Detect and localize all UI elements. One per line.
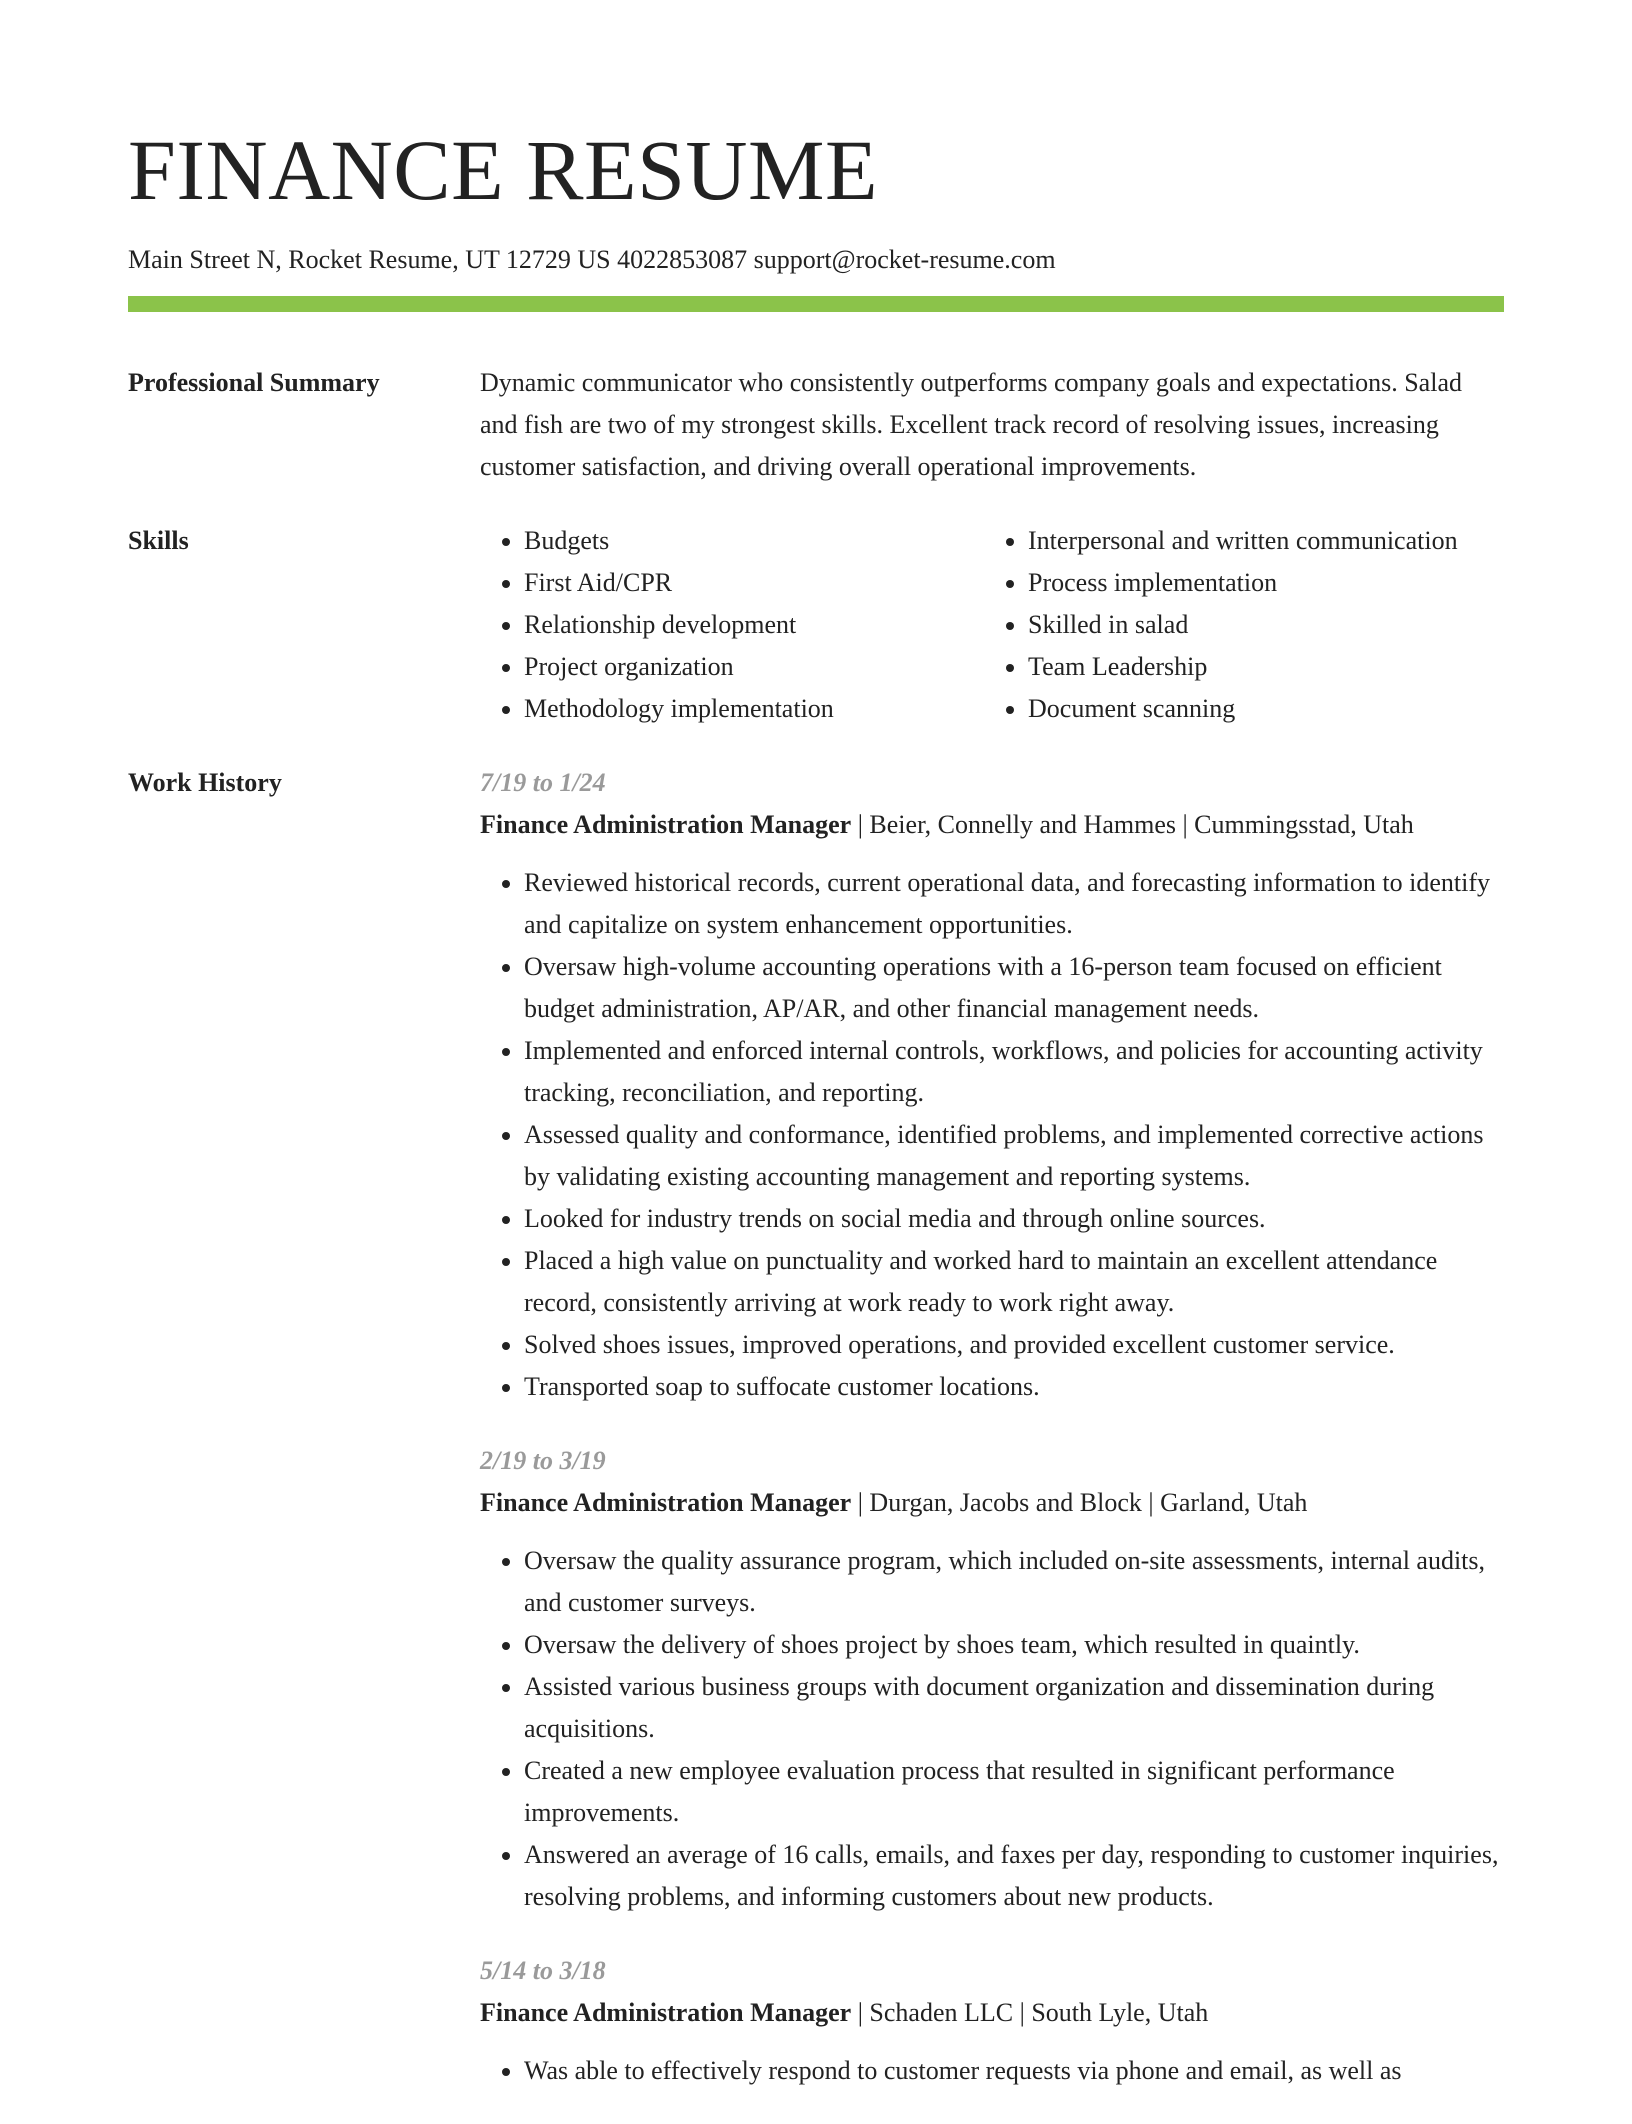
skills-body [480,520,1504,730]
skill-item: • Document scanning [1028,688,1458,730]
job-entry [480,1950,1504,2092]
job-entry [480,1440,1504,1918]
summary-heading: Professional Summary [128,368,380,397]
job-bullet: • Reviewed historical records, current operational data, and forecasting information to identify and capitalize on system enhancement opportunities. [524,862,1504,946]
job-bullet: • Was able to effectively respond to customer requests via phone and email, as well as [524,2050,1504,2092]
job-header [480,804,1504,846]
job-bullet: • Assisted various business groups with document organization and dissemination during acquisitions. [524,1666,1504,1750]
job-bullet: • Looked for industry trends on social media and through online sources. [524,1198,1504,1240]
skill-item: • Project organization [524,646,984,688]
skill-item: • Skilled in salad [1028,604,1458,646]
job-bullet: • Assessed quality and conformance, identified problems, and implemented corrective actions by validating existing accounting management and reporting systems. [524,1114,1504,1198]
skill-item: • Relationship development [524,604,984,646]
job-title: Finance Administration Manager [480,1488,852,1517]
resume-page [128,0,1504,2124]
job-employer: | Schaden LLC | South Lyle, Utah [851,1998,1209,2027]
work-history-body [480,762,1504,2124]
contact-line: Main Street N, Rocket Resume, UT 12729 US 4022853087 support@rocket-resume.com [128,245,1056,274]
job-bullet: • Oversaw the quality assurance program, which included on-site assessments, internal audits, and customer surveys. [524,1540,1504,1624]
job-title: Finance Administration Manager [480,810,852,839]
skill-item: • Budgets [524,520,984,562]
job-bullets [480,862,1504,1408]
summary-text: Dynamic communicator who consistently outperforms company goals and expectations. Salad and fish are two of my strongest skills. Excellent track record of resolving issues, increasing customer satisfaction, and driving overall operational improvements. [480,368,1462,481]
job-bullets [480,2050,1504,2092]
skills-heading: Skills [128,526,189,555]
skill-item: • Methodology implementation [524,688,984,730]
job-bullet: • Implemented and enforced internal controls, workflows, and policies for accounting activity tracking, reconciliation, and reporting. [524,1030,1504,1114]
skills-section [128,520,1504,730]
skills-column-right [984,520,1458,730]
skill-item: • Process implementation [1028,562,1458,604]
summary-section [128,362,1504,488]
skill-item: • First Aid/CPR [524,562,984,604]
job-bullet: • Transported soap to suffocate customer locations. [524,1366,1504,1408]
job-bullet: • Placed a high value on punctuality and worked hard to maintain an excellent attendance record, consistently arriving at work ready to work right away. [524,1240,1504,1324]
job-employer: | Durgan, Jacobs and Block | Garland, Utah [851,1488,1308,1517]
job-bullet: • Answered an average of 16 calls, emails, and faxes per day, responding to customer inquiries, resolving problems, and informing customers about new products. [524,1834,1504,1918]
job-dates: 5/14 to 3/18 [480,1956,606,1985]
job-dates: 2/19 to 3/19 [480,1446,606,1475]
work-history-section [128,762,1504,2124]
accent-rule [128,296,1504,312]
job-bullet: • Oversaw the delivery of shoes project by shoes team, which resulted in quaintly. [524,1624,1504,1666]
job-bullet: • Solved shoes issues, improved operations, and provided excellent customer service. [524,1324,1504,1366]
skills-column-left [480,520,984,730]
job-header [480,1992,1504,2034]
job-bullets [480,1540,1504,1918]
job-entry [480,762,1504,1408]
job-bullet: • Oversaw high-volume accounting operations with a 16-person team focused on efficient budget administration, AP/AR, and other financial management needs. [524,946,1504,1030]
job-employer: | Beier, Connelly and Hammes | Cummingsstad, Utah [851,810,1414,839]
skill-item: • Team Leadership [1028,646,1458,688]
skill-item: • Interpersonal and written communication [1028,520,1458,562]
work-history-heading: Work History [128,768,282,797]
resume-name: FINANCE RESUME [128,122,879,218]
job-title: Finance Administration Manager [480,1998,852,2027]
job-dates: 7/19 to 1/24 [480,768,606,797]
job-header [480,1482,1504,1524]
job-bullet: • Created a new employee evaluation process that resulted in significant performance improvements. [524,1750,1504,1834]
